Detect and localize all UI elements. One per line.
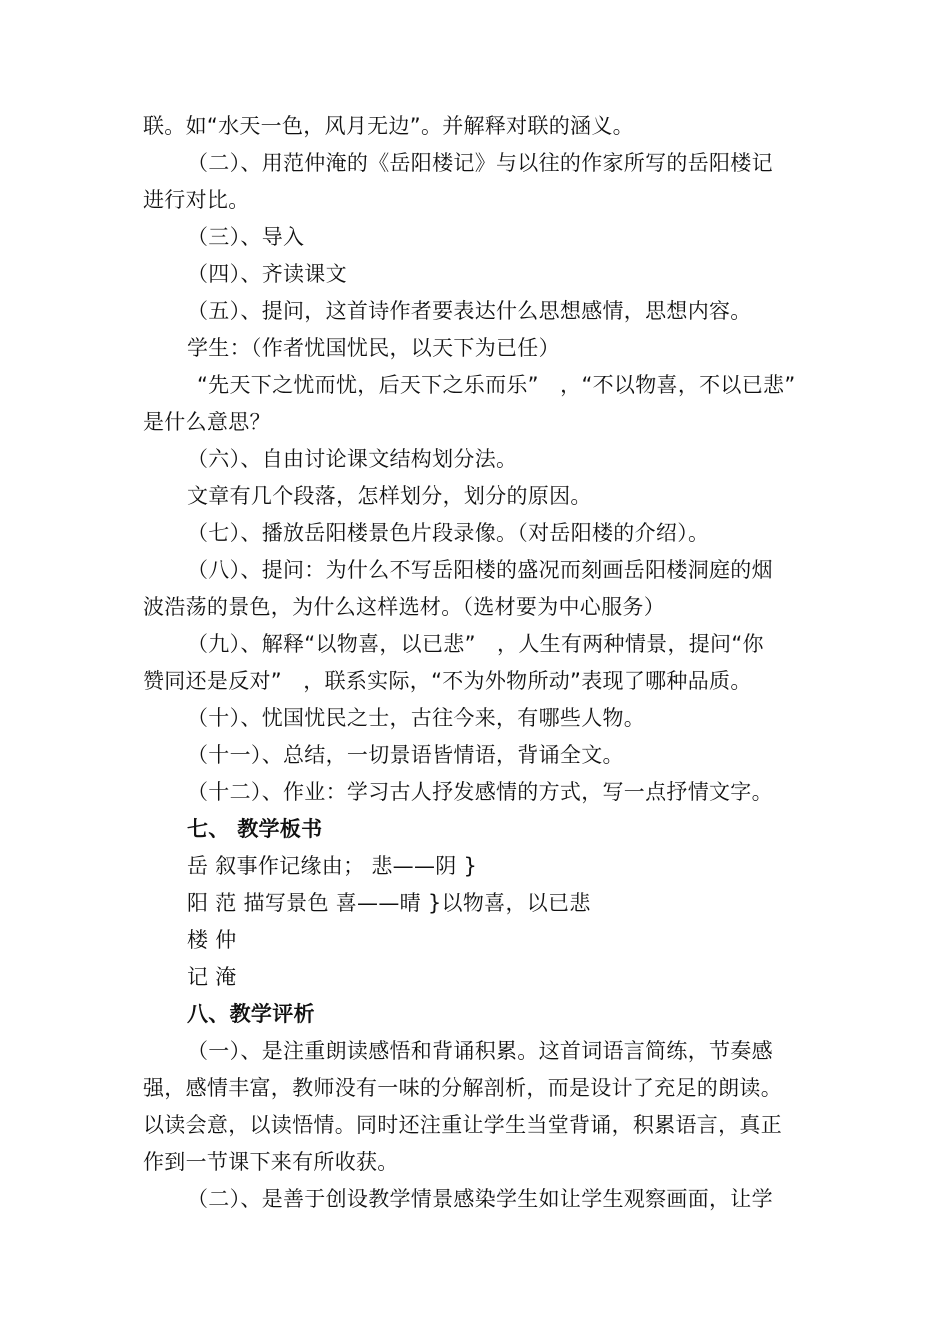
text-line: （九）、解释“以物喜，以已悲” ，人生有两种情景，提问“你 [187, 632, 764, 656]
text-line: 岳 叙事作记缘由； 悲——阴 } [187, 854, 478, 878]
text-line: 赞同还是反对” ，联系实际，“不为外物所动”表现了哪种品质。 [143, 669, 752, 693]
text-line: 文章有几个段落，怎样划分，划分的原因。 [187, 484, 592, 508]
text-line: 楼 仲 [187, 928, 237, 952]
text-line: （一）、是注重朗读感悟和背诵积累。这首词语言简练，节奏感 [187, 1039, 773, 1063]
text-line: 进行对比。 [143, 188, 250, 212]
text-line: 以读会意，以读悟情。同时还注重让学生当堂背诵，积累语言，真正 [143, 1113, 782, 1137]
text-line: 作到一节课下来有所收获。 [143, 1150, 399, 1174]
text-line: （七）、播放岳阳楼景色片段录像。（对岳阳楼的介绍）。 [187, 521, 710, 545]
text-line: （五）、提问，这首诗作者要表达什么思想感情，思想内容。 [187, 299, 752, 323]
section-heading: 八、教学评析 [187, 1002, 315, 1026]
text-line: （十一）、总结，一切景语皆情语，背诵全文。 [187, 743, 624, 767]
text-line: （二）、用范仲淹的《岳阳楼记》与以往的作家所写的岳阳楼记 [187, 151, 773, 175]
text-line: 是什么意思？ [143, 410, 271, 434]
text-line: 学生：（作者忧国忧民，以天下为已任） [187, 336, 560, 360]
text-line: 联。如“水天一色，风月无边”。并解释对联的涵义。 [143, 114, 634, 138]
text-line: （十二）、作业：学习古人抒发感情的方式，写一点抒情文字。 [187, 780, 773, 804]
text-line: 记 淹 [187, 965, 237, 989]
text-line: （十）、忧国忧民之士，古往今来，有哪些人物。 [187, 706, 646, 730]
text-line: （四）、齐读课文 [187, 262, 347, 286]
text-line: （六）、自由讨论课文结构划分法。 [187, 447, 518, 471]
text-line: 强，感情丰富，教师没有一味的分解剖析，而是设计了充足的朗读。 [143, 1076, 782, 1100]
text-line: 波浩荡的景色，为什么这样选材。（选材要为中心服务） [143, 595, 665, 619]
text-line: “先天下之忧而忧，后天下之乐而乐” ，“不以物喜，不以已悲” [197, 373, 796, 397]
section-heading: 七、 教学板书 [187, 817, 323, 841]
text-line: （三）、导入 [187, 225, 305, 249]
text-line: （二）、是善于创设教学情景感染学生如让学生观察画面，让学 [187, 1187, 773, 1211]
text-line: （八）、提问：为什么不写岳阳楼的盛况而刻画岳阳楼洞庭的烟 [187, 558, 773, 582]
text-line: 阳 范 描写景色 喜——晴 }以物喜，以已悲 [187, 891, 591, 915]
